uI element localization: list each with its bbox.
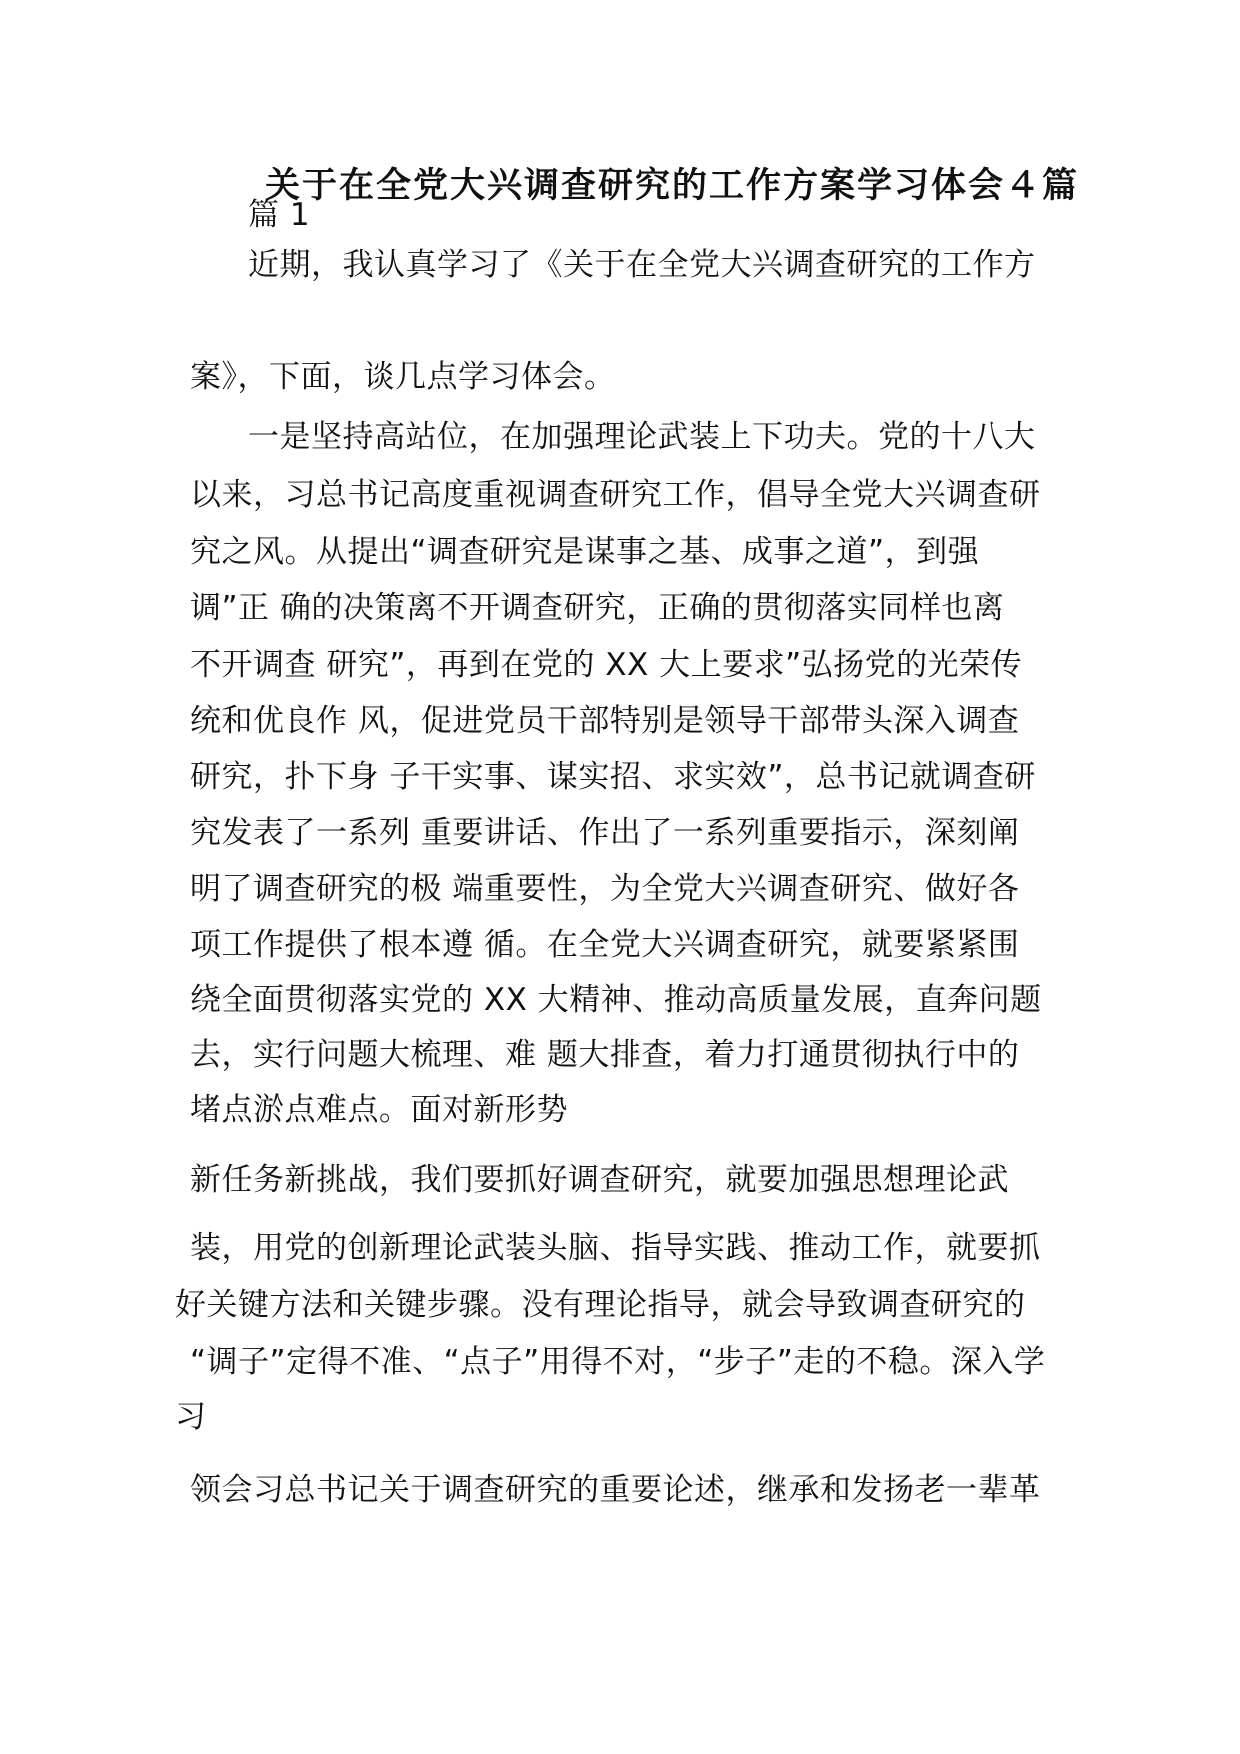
text-line: 去，实行问题大梳理、难 题大排查，着力打通贯彻执行中的 [190,1037,1020,1073]
text-line: 堵点淤点难点。面对新形势 [190,1092,568,1128]
text-line: 绕全面贯彻落实党的 XX 大精神、推动高质量发展，直奔问题 [190,982,1042,1018]
text-line: 调”正 确的决策离不开调查研究，正确的贯彻落实同样也离 [190,590,1005,626]
text-line: 统和优良作 风，促进党员干部特别是领导干部带头深入调查 [190,703,1020,739]
text-line: 研究，扑下身 子干实事、谋实招、求实效”，总书记就调查研 [190,759,1036,795]
text-line: 究发表了一系列 重要讲话、作出了一系列重要指示，深刻阐 [190,815,1020,851]
text-line: 以来，习总书记高度重视调查研究工作，倡导全党大兴调查研 [190,477,1041,513]
document-title: 关于在全党大兴调查研究的工作方案学习体会４篇 [265,166,1080,206]
text-line: 项工作提供了根本遵 循。在全党大兴调查研究，就要紧紧围 [190,927,1020,963]
text-line: 领会习总书记关于调查研究的重要论述，继承和发扬老一辈革 [190,1472,1041,1508]
text-line: 究之风。从提出“调查研究是谋事之基、成事之道”，到强 [190,534,980,570]
text-line: 装，用党的创新理论武装头脑、指导实践、推动工作，就要抓 [190,1230,1041,1266]
text-line: 习 [175,1399,207,1435]
text-line: 明了调查研究的极 端重要性，为全党大兴调查研究、做好各 [190,871,1020,907]
text-line: 一是坚持高站位，在加强理论武装上下功夫。党的十八大 [248,419,1036,455]
text-line: 不开调查 研究”，再到在党的 XX 大上要求”弘扬党的光荣传 [190,647,1023,683]
text-line: “调子”定得不准、“点子”用得不对，“步子”走的不稳。深入学 [190,1344,1046,1380]
text-line: 近期，我认真学习了《关于在全党大兴调查研究的工作方 [248,247,1036,283]
text-line: 案》，下面，谈几点学习体会。 [190,359,616,395]
text-line: 新任务新挑战，我们要抓好调查研究，就要加强思想理论武 [190,1162,1009,1198]
text-line: 篇 1 [248,197,311,233]
text-line: 好关键方法和关键步骤。没有理论指导，就会导致调查研究的 [175,1287,1026,1323]
